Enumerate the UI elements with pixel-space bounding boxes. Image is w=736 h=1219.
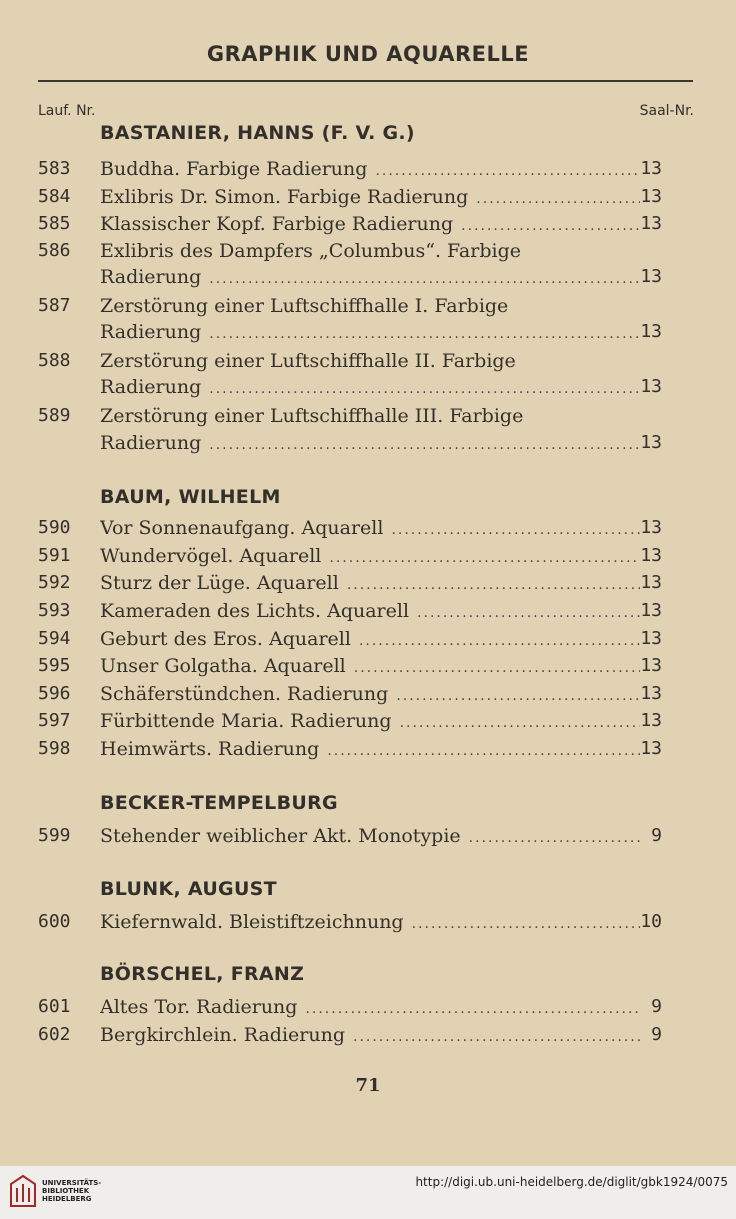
saal-number: 13	[640, 545, 662, 566]
entry-number: 602	[38, 1024, 71, 1045]
catalog-entry-continuation	[0, 321, 736, 349]
title-rule	[38, 80, 693, 82]
entry-title: Geburt des Eros. Aquarell	[100, 628, 351, 650]
entry-number: 600	[38, 911, 71, 932]
leader-dots	[347, 577, 640, 593]
entry-title: Klassischer Kopf. Farbige Radierung	[100, 213, 454, 235]
catalog-entry	[0, 825, 736, 853]
leader-dots	[461, 218, 640, 234]
catalog-entry	[0, 186, 736, 214]
catalog-entry	[0, 213, 736, 241]
library-logo-icon	[8, 1174, 38, 1208]
saal-number: 9	[651, 825, 662, 846]
entry-number: 585	[38, 213, 71, 234]
catalog-entry	[0, 517, 736, 545]
leader-dots	[305, 1001, 640, 1017]
entry-title: Heimwärts. Radierung	[100, 738, 320, 760]
saal-number: 13	[640, 600, 662, 621]
catalog-entry	[0, 1024, 736, 1052]
entry-title: Unser Golgatha. Aquarell	[100, 655, 346, 677]
entry-number: 588	[38, 350, 71, 371]
leader-dots	[412, 916, 640, 932]
entry-title-continuation: Radierung	[100, 376, 202, 398]
leader-dots	[329, 550, 640, 566]
catalog-entry	[0, 738, 736, 766]
saal-number: 13	[640, 432, 662, 453]
leader-dots	[469, 830, 640, 846]
entry-number: 598	[38, 738, 71, 759]
saal-number: 13	[640, 710, 662, 731]
digital-library-footer	[0, 1166, 736, 1219]
saal-number: 13	[640, 266, 662, 287]
saal-number: 10	[640, 911, 662, 932]
entry-title: Schäferstündchen. Radierung	[100, 683, 389, 705]
saal-number: 13	[640, 321, 662, 342]
catalog-entry	[0, 405, 736, 433]
catalog-entry	[0, 240, 736, 268]
saal-number: 13	[640, 186, 662, 207]
entry-number: 593	[38, 600, 71, 621]
leader-dots	[209, 271, 640, 287]
saal-number: 13	[640, 628, 662, 649]
entry-number: 595	[38, 655, 71, 676]
entry-title: Sturz der Lüge. Aquarell	[100, 572, 339, 594]
column-header-saal-nr: Saal-Nr.	[639, 103, 694, 119]
entry-number: 594	[38, 628, 71, 649]
catalog-entry	[0, 628, 736, 656]
entry-number: 587	[38, 295, 71, 316]
saal-number: 13	[640, 683, 662, 704]
catalog-entry-continuation	[0, 266, 736, 294]
artist-heading: BASTANIER, HANNS (F. V. G.)	[100, 122, 415, 144]
catalog-entry	[0, 295, 736, 323]
entry-number: 591	[38, 545, 71, 566]
leader-dots	[359, 633, 640, 649]
leader-dots	[375, 163, 640, 179]
entry-number: 586	[38, 240, 71, 261]
entry-title: Vor Sonnenaufgang. Aquarell	[100, 517, 384, 539]
artist-heading: BECKER-TEMPELBURG	[100, 792, 338, 814]
library-name: UNIVERSITÄTS- BIBLIOTHEK HEIDELBERG	[42, 1179, 102, 1203]
page-number: 71	[355, 1075, 381, 1096]
leader-dots	[353, 1029, 640, 1045]
entry-number: 601	[38, 996, 71, 1017]
catalog-entry	[0, 572, 736, 600]
leader-dots	[354, 660, 640, 676]
saal-number: 13	[640, 213, 662, 234]
saal-number: 13	[640, 572, 662, 593]
leader-dots	[209, 326, 640, 342]
entry-number: 590	[38, 517, 71, 538]
saal-number: 13	[640, 517, 662, 538]
catalog-entry	[0, 655, 736, 683]
leader-dots	[417, 605, 640, 621]
leader-dots	[209, 381, 640, 397]
saal-number: 13	[640, 158, 662, 179]
column-header-lauf-nr: Lauf. Nr.	[38, 103, 96, 119]
catalog-entry	[0, 683, 736, 711]
artist-heading: BLUNK, AUGUST	[100, 878, 277, 900]
catalog-entry	[0, 996, 736, 1024]
entry-title: Altes Tor. Radierung	[100, 996, 298, 1018]
artist-heading: BÖRSCHEL, FRANZ	[100, 963, 305, 985]
saal-number: 9	[651, 1024, 662, 1045]
entry-number: 599	[38, 825, 71, 846]
page-title: GRAPHIK UND AQUARELLE	[206, 42, 530, 66]
catalog-entry	[0, 545, 736, 573]
entry-title: Bergkirchlein. Radierung	[100, 1024, 345, 1046]
leader-dots	[391, 522, 640, 538]
leader-dots	[209, 437, 640, 453]
entry-title-continuation: Radierung	[100, 266, 202, 288]
entry-title: Kiefernwald. Bleistiftzeichnung	[100, 911, 404, 933]
leader-dots	[396, 688, 640, 704]
entry-title: Zerstörung einer Luftschiffhalle I. Farbige	[100, 295, 509, 317]
saal-number: 9	[651, 996, 662, 1017]
entry-title: Wundervögel. Aquarell	[100, 545, 322, 567]
entry-number: 592	[38, 572, 71, 593]
entry-title-continuation: Radierung	[100, 432, 202, 454]
catalog-entry	[0, 710, 736, 738]
source-url-link[interactable]: http://digi.ub.uni-heidelberg.de/diglit/gbk1924/0075	[415, 1175, 728, 1189]
leader-dots	[476, 191, 640, 207]
catalog-entry	[0, 911, 736, 939]
entry-number: 584	[38, 186, 71, 207]
catalog-entry	[0, 350, 736, 378]
entry-title: Zerstörung einer Luftschiffhalle II. Farbige	[100, 350, 516, 372]
entry-number: 583	[38, 158, 71, 179]
entry-title-continuation: Radierung	[100, 321, 202, 343]
saal-number: 13	[640, 738, 662, 759]
catalog-entry	[0, 600, 736, 628]
entry-title: Stehender weiblicher Akt. Monotypie	[100, 825, 461, 847]
leader-dots	[400, 715, 640, 731]
catalog-entry	[0, 158, 736, 186]
entry-title: Fürbittende Maria. Radierung	[100, 710, 392, 732]
entry-title: Exlibris des Dampfers „Columbus“. Farbige	[100, 240, 521, 262]
entry-title: Zerstörung einer Luftschiffhalle III. Farbige	[100, 405, 524, 427]
entry-number: 597	[38, 710, 71, 731]
artist-heading: BAUM, WILHELM	[100, 486, 281, 508]
entry-number: 596	[38, 683, 71, 704]
entry-title: Buddha. Farbige Radierung	[100, 158, 368, 180]
catalog-entry-continuation	[0, 376, 736, 404]
leader-dots	[327, 743, 640, 759]
saal-number: 13	[640, 376, 662, 397]
saal-number: 13	[640, 655, 662, 676]
catalog-entry-continuation	[0, 432, 736, 460]
entry-number: 589	[38, 405, 71, 426]
entry-title: Exlibris Dr. Simon. Farbige Radierung	[100, 186, 469, 208]
entry-title: Kameraden des Lichts. Aquarell	[100, 600, 410, 622]
